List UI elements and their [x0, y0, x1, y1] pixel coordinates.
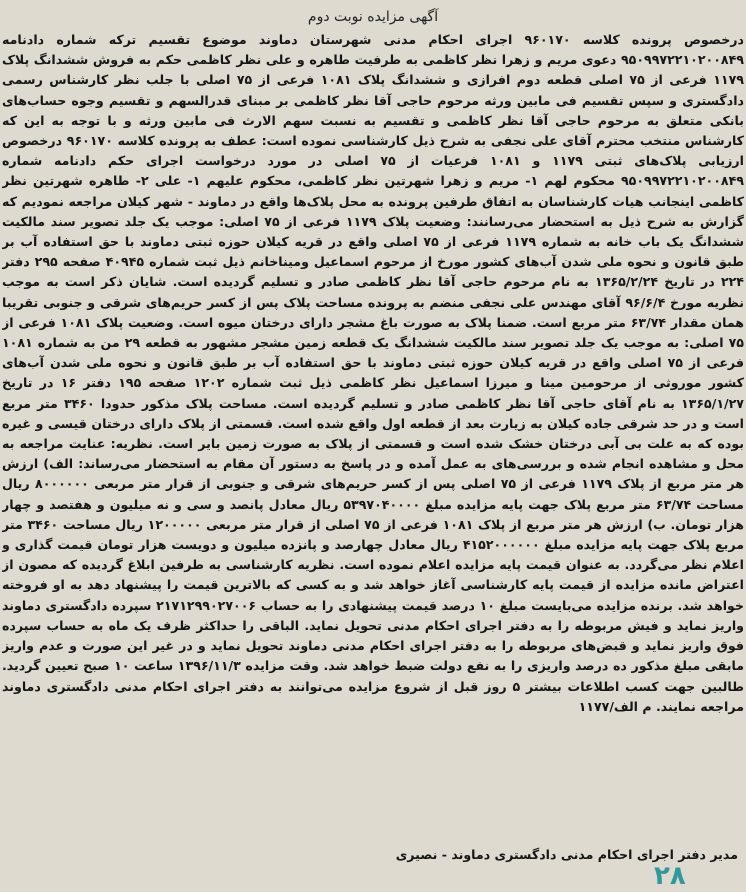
notice-title: آگهی مزایده نوبت دوم	[307, 9, 439, 25]
notice-body	[2, 30, 744, 840]
svg-text:۲۸: ۲۸	[654, 861, 686, 888]
notice-signature: مدیر دفتر اجرای احکام مدنی دادگستری دماوند - نصیری	[395, 847, 738, 862]
page-number-stamp-icon	[648, 858, 728, 888]
notice-body-text: درخصوص پرونده کلاسه ۹۶۰۱۷۰ اجرای احکام مدنی شهرستان دماوند موضوع تقسیم ترکه شماره دادنامه ۹۵۰۹۹۷۲۲۱۰۲۰۰۸۴۹ دعوی مریم و زهرا نظر کاظمی به طرفیت طاهره و علی نظر کاظمی حکم به فروش ششدانگ پلاک ۱۱۷۹ فرعی از ۷۵ اصلی قطعه دوم افرازی و ششدانگ پلاک ۱۰۸۱ فرعی از ۷۵ اصلی با جلب نظر کارشناس رسمی دادگستری و سپس تقسیم فی مابین ورثه مرحوم حاجی آقا نظر کاظمی بر مبنای قدرالسهم و تقسیم وجوه حساب‌های بانکی متعلق به مرحوم حاجی آقا نظر کاظمی و تقسیم به نسبت سهم الارث فی مابین ورثه و با توجه به این که کارشناس منتخب محترم آقای علی نجفی به شرح ذیل کارشناسی نموده است: عطف به پرونده کلاسه ۹۶۰۱۷۰ درخصوص ارزیابی پلاک‌های ثبتی ۱۱۷۹ و ۱۰۸۱ فرعیات از ۷۵ اصلی در مورد درخواست اجرای حکم دادنامه شماره ۹۵۰۹۹۷۲۲۱۰۲۰۰۸۴۹ محکوم لهم ۱- مریم و زهرا شهرتین نظر کاظمی، محکوم علیهم ۱- علی ۲- طاهره شهرتین نظر کاظمی اینجانب هیات کارشناسان به اتفاق طرفین پرونده به محل پلاک‌ها واقع در دماوند - شهر کیلان مراجعه نمودیم که گزارش به شرح ذیل به استحضار می‌رسانند: وضعیت پلاک ۱۱۷۹ فرعی از ۷۵ اصلی: موجب یک جلد تصویر سند مالکیت ششدانگ یک باب خانه به شماره ۱۱۷۹ فرعی از ۷۵ اصلی واقع در قریه کیلان حوزه ثبتی دماوند با حق استفاده آب بر طبق قانون و نحوه ملی شدن آب‌های کشور مورخ از مرحوم اسماعیل ومیناخانم ذیل ثبت شماره ۴۰۹۴۵ صفحه ۲۹۵ دفتر ۲۲۴ در تاریخ ۱۳۶۵/۲/۲۴ به نام مرحوم حاجی آقا نظر کاظمی صادر و تسلیم گردیده است. شایان ذکر است به موجب نظریه مورخ ۹۶/۶/۴ آقای مهندس علی نجفی منضم به پرونده مساحت پلاک پس از کسر حریم‌های شرقی و جنوبی تقریبا همان مقدار ۶۳/۷۴ متر مربع است. ضمنا پلاک به صورت باغ مشجر دارای درختان میوه است. وضعیت پلاک ۱۰۸۱ فرعی از ۷۵ اصلی: به موجب یک جلد تصویر سند مالکیت ششدانگ یک قطعه زمین مشجر مشهور به قطعه ۲۹ من به شماره ۱۰۸۱ فرعی از ۷۵ اصلی واقع در قریه کیلان حوزه ثبتی دماوند با حق استفاده آب بر طبق قانون و نحوه ملی شدن آب‌های کشور موروثی از مرحومین مینا و میرزا اسماعیل نظر کاظمی ذیل ثبت شماره ۱۲۰۲ صفحه ۱۹۵ دفتر ۱۶ در تاریخ ۱۳۶۵/۱/۲۷ به نام آقای حاجی آقا نظر کاظمی صادر و تسلیم گردیده است. مساحت پلاک مذکور حدودا ۳۴۶۰ متر مربع است و در حد شرقی جاده کیلان به زیارت بعد از قطعه اول واقع شده است. قسمتی از پلاک دارای درختان قیسی و غیره بوده که به علت بی آبی درختان خشک شده است و قسمتی از پلاک به صورت زمین بایر است. نظریه: عنایت مراجعه به محل و مشاهده انجام شده و بررسی‌های به عمل آمده و در پاسخ به دستور آن مقام به استحضار می‌رساند: الف) ارزش هر متر مربع از پلاک ۱۱۷۹ فرعی از ۷۵ اصلی پس از کسر حریم‌های شرقی و جنوبی از قرار متر مربعی ۸۰۰۰۰۰۰ ریال مساحت ۶۳/۷۴ متر مربع پلاک جهت پایه مزایده مبلغ ۵۳۹۷۰۴۰۰۰۰ ریال معادل پانصد و سی و نه میلیون و هفتصد و چهار هزار تومان. ب) ارزش هر متر مربع از پلاک ۱۰۸۱ فرعی از ۷۵ اصلی از قرار متر مربعی ۱۲۰۰۰۰۰ ریال مساحت ۳۴۶۰ متر مربع پلاک جهت پایه مزایده مبلغ ۴۱۵۲۰۰۰۰۰۰ ریال معادل چهارصد و پانزده میلیون و دویست هزار تومان قیمت گذاری و اعلام نظر می‌گردد. به عنوان قیمت پایه مزایده اعلام نموده است. نظریه کارشناسی به طرفین ابلاغ گردیده که مصون از اعتراض مانده مزایده از قیمت پایه کارشناسی آغاز خواهد شد و به کسی که بالاترین قیمت را پیشنهاد دهد به او فروخته خواهد شد. برنده مزایده می‌بایست مبلغ ۱۰ درصد قیمت پیشنهادی را به حساب ۲۱۷۱۲۹۹۰۲۷۰۰۶ سپرده دادگستری دماوند واریز نماید و فیش مربوطه را به دفتر اجرای احکام مدنی تحویل نماید. الباقی را حداکثر ظرف یک ماه به حساب سپرده فوق واریز نماید و قبض‌های مربوطه را به دفتر اجرای احکام مدنی دماوند تحویل نماید و در غیر این صورت و عدم واریز مابقی مبلغ مذکور ده درصد واریزی را به نفع دولت ضبط خواهد شد. وقت مزایده ۱۳۹۶/۱۱/۳ ساعت ۱۰ صبح تعیین گردید. طالبین جهت کسب اطلاعات بیشتر ۵ روز قبل از شروع مزایده می‌توانند به دفتر اجرای احکام مدنی دادگستری دماوند مراجعه نمایند. م الف/۱۱۷۷	[2, 32, 744, 714]
